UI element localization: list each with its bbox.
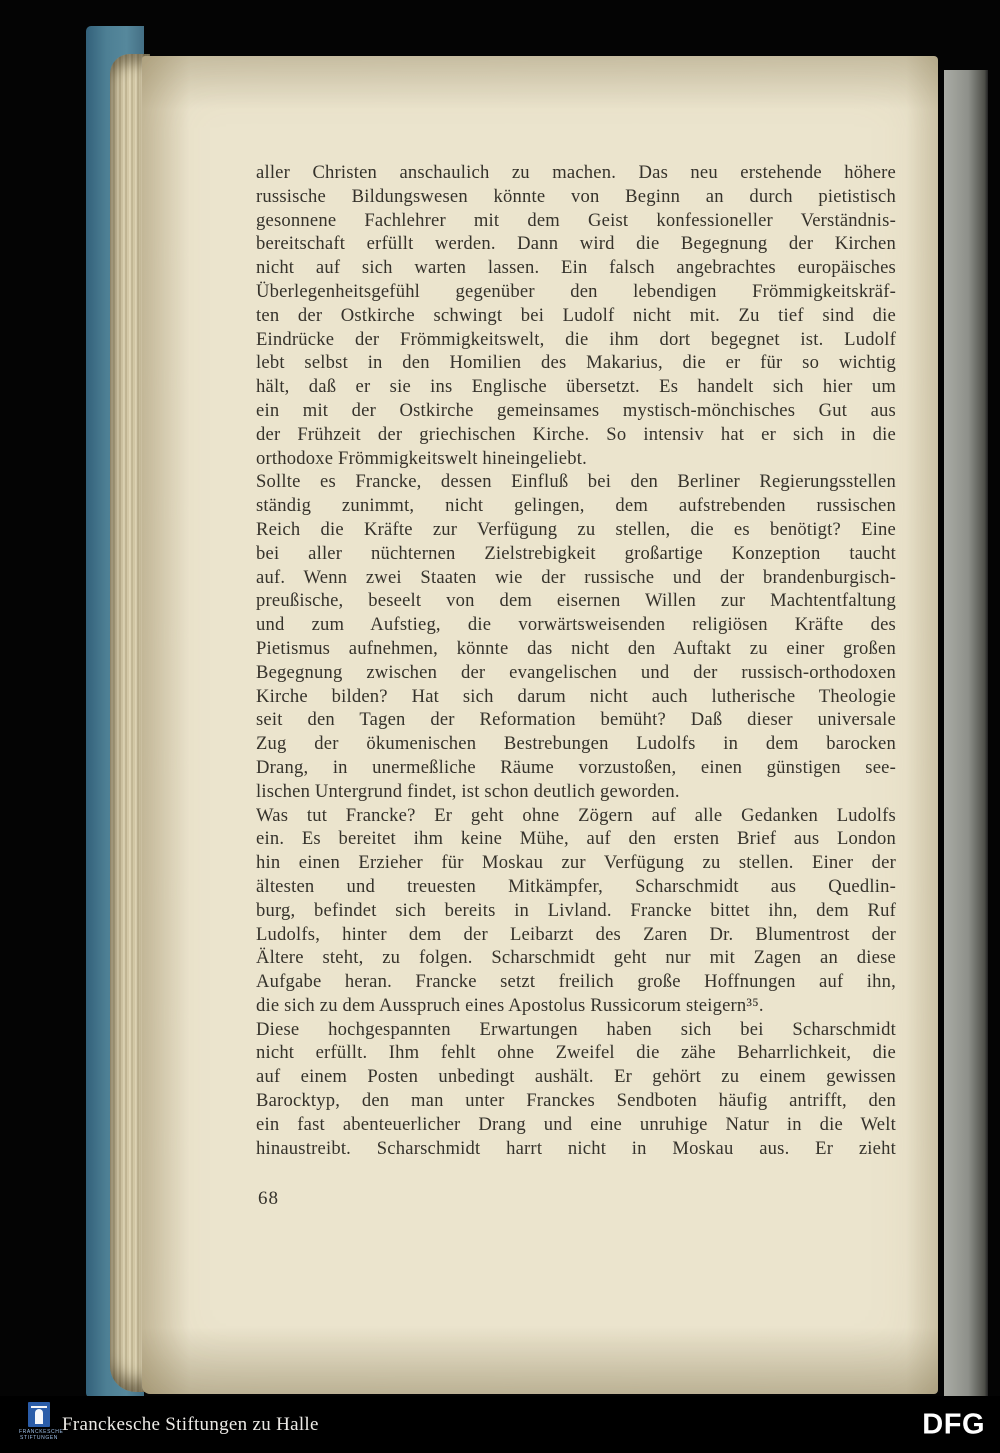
text-line: Aufgabe heran. Francke setzt freilich große Hoffnungen auf ihn,: [256, 971, 896, 993]
text-line: nicht erfüllt. Ihm fehlt ohne Zweifel die zähe Beharrlichkeit, die: [256, 1042, 896, 1064]
text-line: ein. Es bereitet ihm keine Mühe, auf den ersten Brief aus London: [256, 828, 896, 850]
text-line: gesonnene Fachlehrer mit dem Geist konfessioneller Verständnis-: [256, 209, 896, 231]
text-line: ein fast abenteuerlicher Drang und eine unruhige Natur in die Welt: [256, 1113, 896, 1135]
text-line: lischen Untergrund findet, ist schon deutlich geworden.: [256, 780, 680, 802]
text-line: hin einen Erzieher für Moskau zur Verfügung zu stellen. Einer der: [256, 852, 896, 874]
text-line: Zug der ökumenischen Bestrebungen Ludolfs in dem barocken: [256, 733, 896, 755]
text-line: seit den Tagen der Reformation bemüht? Daß dieser universale: [256, 709, 896, 731]
text-block: [256, 161, 896, 1160]
text-line: Pietismus aufnehmen, könnte das nicht den Auftakt zu einer großen: [256, 637, 896, 659]
logo-caption-line-2: STIFTUNGEN: [20, 1435, 58, 1441]
text-line: hält, daß er sie ins Englische übersetzt. Es handelt sich hier um: [256, 376, 896, 398]
institution-name: Franckesche Stiftungen zu Halle: [62, 1413, 319, 1435]
text-line: auf einem Posten unbedingt aushält. Er gehört zu einem gewissen: [256, 1066, 896, 1088]
paragraph: [256, 470, 896, 803]
text-line: Ludolfs, hinter dem der Leibarzt des Zaren Dr. Blumentrost der: [256, 923, 896, 945]
text-line: aller Christen anschaulich zu machen. Das neu erstehende höhere: [256, 162, 896, 183]
text-line: orthodoxe Frömmigkeitswelt hineingeliebt.: [256, 447, 587, 469]
text-line: der Frühzeit der griechischen Kirche. So intensiv hat er sich in die: [256, 423, 896, 445]
text-line: ständig zunimmt, nicht gelingen, dem aufstrebenden russischen: [256, 495, 896, 517]
text-line: Begegnung zwischen der evangelischen und der russisch-orthodoxen: [256, 661, 896, 683]
text-line: Ältere steht, zu folgen. Scharschmidt geht nur mit Zagen an diese: [256, 947, 896, 969]
viewer-footer-bar: [0, 1396, 1000, 1453]
text-line: ältesten und treuesten Mitkämpfer, Scharschmidt aus Quedlin-: [256, 875, 896, 897]
franckesche-stiftungen-logo: [19, 1402, 64, 1441]
text-line: russische Bildungswesen könnte von Beginn an durch pietistisch: [256, 185, 896, 207]
paragraph: [256, 161, 896, 470]
paragraph: [256, 804, 896, 1018]
text-line: preußische, beseelt von dem eisernen Willen zur Machtentfaltung: [256, 590, 896, 612]
paragraph: [256, 1018, 896, 1161]
logo-caption-line-1: FRANCKESCHE: [19, 1429, 64, 1435]
scanned-book-page: [142, 56, 938, 1394]
text-line: und zum Aufstieg, die vorwärtsweisenden religiösen Kräfte des: [256, 614, 896, 636]
text-line: nicht auf sich warten lassen. Ein falsch angebrachtes europäisches: [256, 257, 896, 279]
text-line: Überlegenheitsgefühl gegenüber den lebendigen Frömmigkeitskräf-: [256, 280, 896, 302]
text-line: Diese hochgespannten Erwartungen haben sich bei Scharschmidt: [256, 1018, 896, 1040]
logo-caption: [19, 1429, 64, 1441]
text-line: Barocktyp, den man unter Franckes Sendboten häufig antrifft, den: [256, 1090, 896, 1112]
text-line: burg, befindet sich bereits in Livland. Francke bittet ihn, dem Ruf: [256, 899, 896, 921]
text-line: lebt selbst in den Homilien des Makarius, die er für so wichtig: [256, 352, 896, 374]
text-line: hinaustreibt. Scharschmidt harrt nicht in Moskau aus. Er zieht: [256, 1137, 896, 1159]
text-line: ein mit der Ostkirche gemeinsames mystisch-mönchisches Gut aus: [256, 399, 896, 421]
text-line: Drang, in unermeßliche Räume vorzustoßen, einen günstigen see-: [256, 756, 896, 778]
book-fore-edge: [944, 70, 988, 1396]
text-line: Sollte es Francke, dessen Einfluß bei den Berliner Regierungsstellen: [256, 471, 896, 493]
text-line: Kirche bilden? Hat sich darum nicht auch lutherische Theologie: [256, 685, 896, 707]
page-number: 68: [258, 1188, 279, 1209]
text-line: Was tut Francke? Er geht ohne Zögern auf alle Gedanken Ludolfs: [256, 804, 896, 826]
text-line: die sich zu dem Ausspruch eines Apostolus Russicorum steigern³⁵.: [256, 994, 764, 1016]
dfg-logo: DFG: [922, 1408, 985, 1440]
franckesche-stiftungen-emblem-icon: [28, 1402, 50, 1427]
text-line: bei aller nüchternen Zielstrebigkeit großartige Konzeption taucht: [256, 542, 896, 564]
text-line: ten der Ostkirche schwingt bei Ludolf nicht mit. Zu tief sind die: [256, 304, 896, 326]
text-line: Eindrücke der Frömmigkeitswelt, die ihm dort begegnet ist. Ludolf: [256, 328, 896, 350]
text-line: auf. Wenn zwei Staaten wie der russische und der brandenburgisch-: [256, 566, 896, 588]
text-line: bereitschaft erfüllt werden. Dann wird die Begegnung der Kirchen: [256, 233, 896, 255]
text-line: Reich die Kräfte zur Verfügung zu stellen, die es benötigt? Eine: [256, 518, 896, 540]
